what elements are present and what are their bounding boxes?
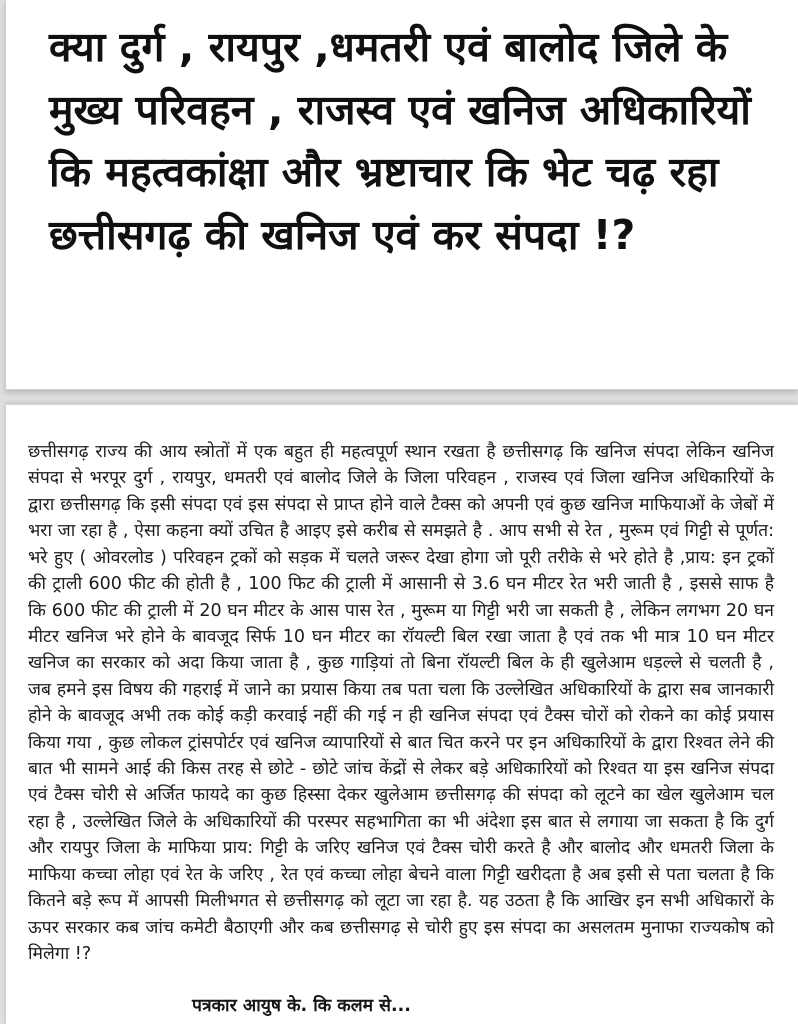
- headline-card: [5, 0, 798, 390]
- article-body-text: छत्तीसगढ़ राज्य की आय स्त्रोतों में एक बहुत ही महत्वपूर्ण स्थान रखता है छत्तीसगढ़ कि खनिज संपदा लेकिन खनिज संपदा से भरपूर दुर्ग , रायपुर, धमतरी एवं बालोद जिले के जिला परिवहन , राजस्व एवं जिला खनिज अधिकारियों के द्वारा छत्तीसगढ़ कि इसी संपदा एवं इस संपदा से प्राप्त होने वाले टैक्स को अपनी एवं कुछ खनिज माफियाओं के जेबों में भरा जा रहा है , ऐसा कहना क्यों उचित है आइए इसे करीब से समझते है . आप सभी से रेत , मुरूम एवं गिट्टी से पूर्णत: भरे हुए ( ओवरलोड ) परिवहन ट्रकों को सड़क में चलते जरूर देखा होगा जो पूरी तरीके से भरे होते है ,प्राय: इन ट्रकों की ट्राली 600 फीट की होती है , 100 फिट की ट्राली में आसानी से 3.6 घन मीटर रेत भरी जाती है , इससे साफ है कि 600 फीट की ट्राली में 20 घन मीटर के आस पास रेत , मुरूम या गिट्टी भरी जा सकती है , लेकिन लगभग 20 घन मीटर खनिज भरे होने के बावजूद सिर्फ 10 घन मीटर का रॉयल्टी बिल रखा जाता है एवं तक भी मात्र 10 घन मीटर खनिज का सरकार को अदा किया जाता है , कुछ गाड़ियां तो बिना रॉयल्टी बिल के ही खुलेआम धड़ल्ले से चलती है , जब हमने इस विषय की गहराई में जाने का प्रयास किया तब पता चला कि उल्लेखित अधिकारियों के द्वारा सब जानकारी होने के बावजूद अभी तक कोई कड़ी करवाई नहीं की गई न ही खनिज संपदा एवं टैक्स चोरों को रोकने का कोई प्रयास किया गया , कुछ लोकल ट्रांसपोर्टर एवं खनिज व्यापारियों से बात चित करने पर इन अधिकारियों के द्वारा रिश्वत लेने की बात भी सामने आई की किस तरह से छोटे - छोटे जांच केंद्रों से लेकर बड़े अधिकारियों को रिश्वत या इस खनिज संपदा एवं टैक्स चोरी से अर्जित फायदे का कुछ हिस्सा देकर खुलेआम छत्तीसगढ़ की संपदा को लूटने का खेल खुलेआम चल रहा है , उल्लेखित जिले के अधिकारियों की परस्पर सहभागिता का भी अंदेशा इस बात से लगाया जा सकता है कि दुर्ग और रायपुर जिला के माफिया प्राय: गिट्टी के जरिए खनिज एवं टैक्स चोरी करते है और बालोद और धमतरी जिला के माफिया कच्चा लोहा एवं रेत के जरिए , रेत एवं कच्चा लोहा बेचने वाला गिट्टी खरीदता है अब इसी से पता चलता है कि कितने बड़े रूप में आपसी मिलीभगत से छत्तीसगढ़ को लूटा जा रहा है. यह उठता है कि आखिर इन सभी अधिकारों के ऊपर सरकार कब जांच कमेटी बैठाएगी और कब छत्तीसगढ़ से चोरी हुए इस संपदा का असलतम मुनाफा राज्यकोष को मिलेगा !?: [28, 442, 774, 965]
- article-byline: पत्रकार आयुष के. कि कलम से...: [192, 996, 411, 1017]
- article-headline: क्या दुर्ग , रायपुर ,धमतरी एवं बालोद जिले के मुख्य परिवहन , राजस्व एवं खनिज अधिकारियों कि महत्वकांक्षा और भ्रष्टाचार कि भेट चढ़ रहा छत्तीसगढ़ की खनिज एवं कर संपदा !?: [49, 23, 751, 260]
- article-card: [5, 404, 798, 1024]
